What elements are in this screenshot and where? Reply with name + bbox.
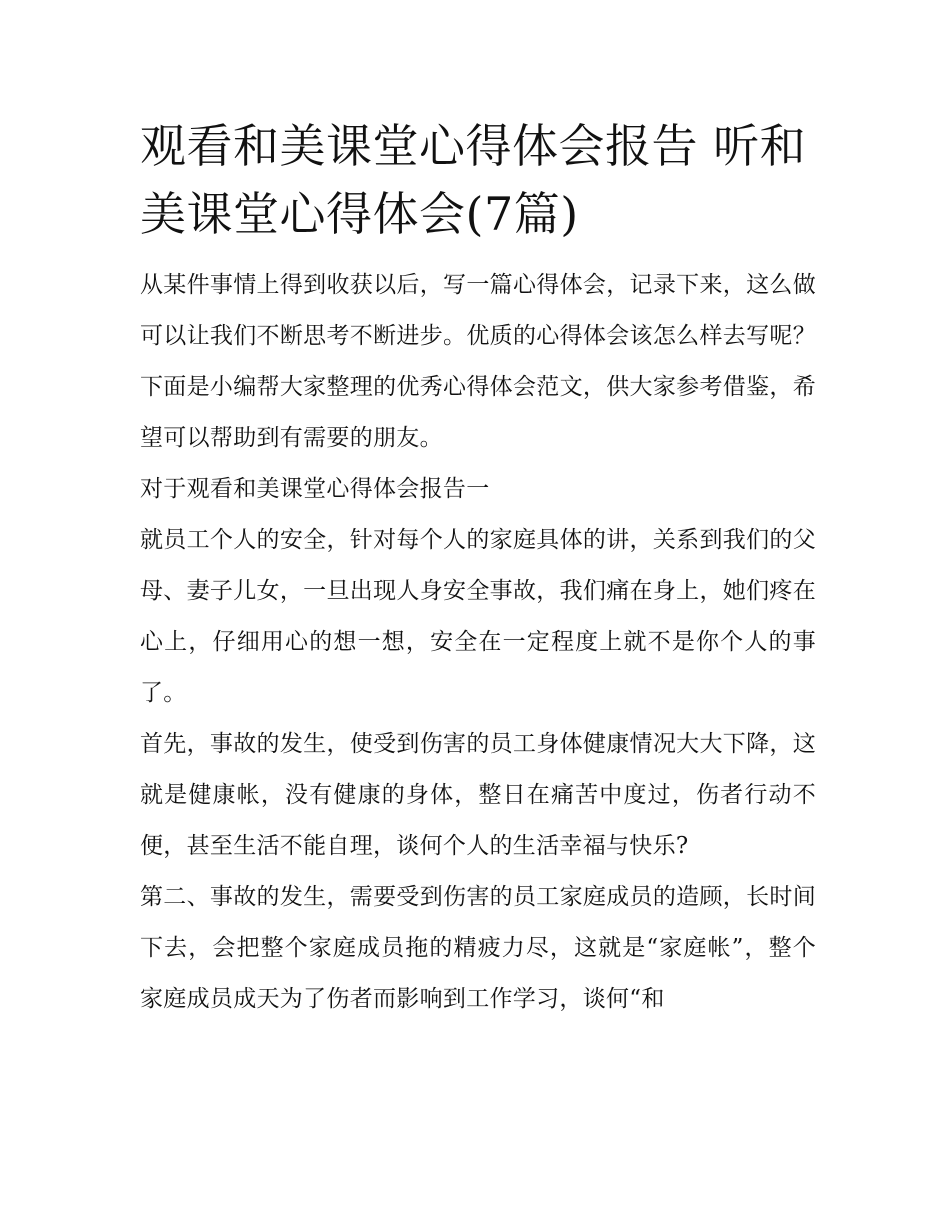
document-title: 观看和美课堂心得体会报告 听和美课堂心得体会(7篇): [140, 119, 807, 241]
section-heading: 对于观看和美课堂心得体会报告一: [140, 476, 490, 502]
document-body: [140, 112, 816, 1025]
body-paragraph: 就员工个人的安全，针对每个人的家庭具体的讲，关系到我们的父母、妻子儿女，一旦出现人身安全事故，我们痛在身上，她们疼在心上，仔细用心的想一想，安全在一定程度上就不是你个人的事了。: [140, 527, 816, 706]
body-paragraph: 第二、事故的发生，需要受到伤害的员工家庭成员的造顾，长时间下去，会把整个家庭成员拖的精疲力尽，这就是“家庭帐”，整个家庭成员成天为了伤者而影响到工作学习，谈何“和: [140, 884, 816, 1012]
body-paragraph: 首先，事故的发生，使受到伤害的员工身体健康情况大大下降，这就是健康帐，没有健康的身体，整日在痛苦中度过，伤者行动不便，甚至生活不能自理，谈何个人的生活幸福与快乐?: [140, 731, 816, 859]
intro-paragraph: 从某件事情上得到收获以后，写一篇心得体会，记录下来，这么做可以让我们不断思考不断进步。优质的心得体会该怎么样去写呢？下面是小编帮大家整理的优秀心得体会范文，供大家参考借鉴，希望可以帮助到有需要的朋友。: [140, 272, 816, 451]
